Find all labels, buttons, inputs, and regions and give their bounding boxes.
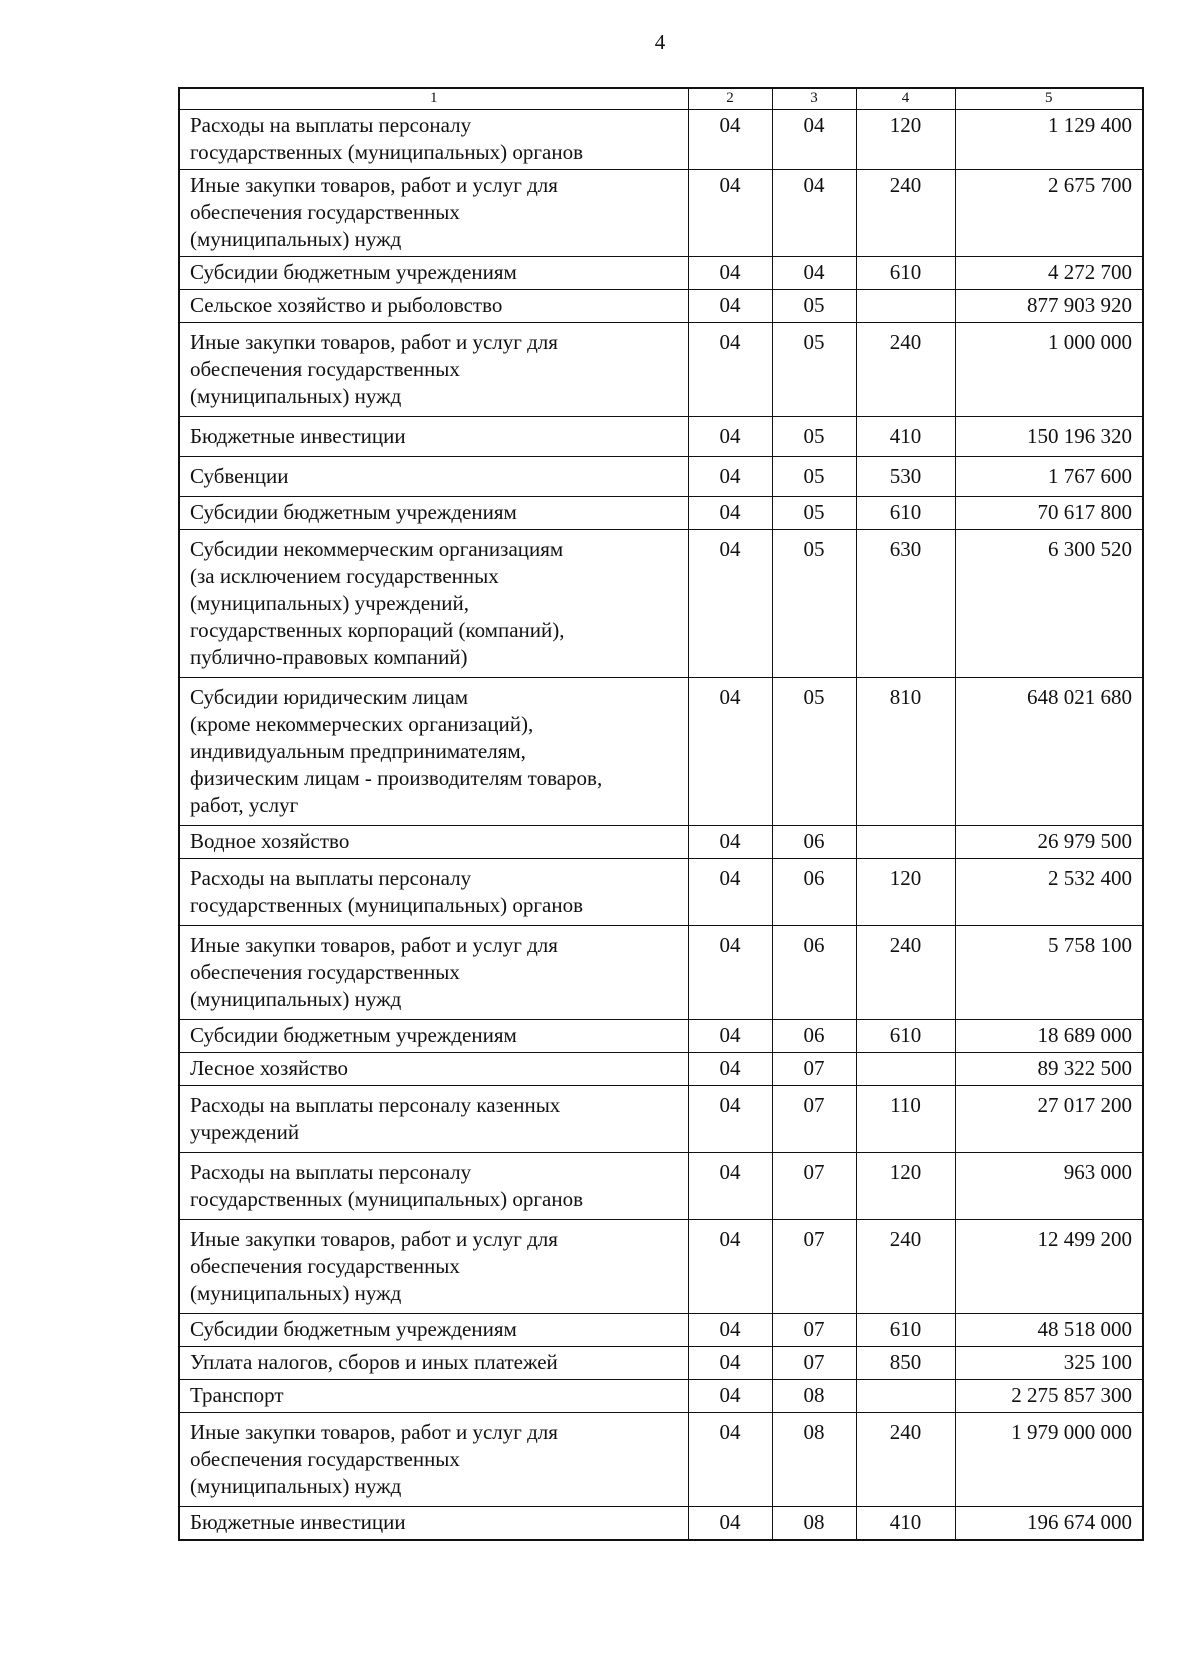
row-section-code: 04 (688, 1086, 772, 1153)
row-subsection-code: 06 (772, 926, 856, 1020)
row-expense-type-code: 850 (856, 1347, 955, 1380)
table-row (179, 1380, 1143, 1413)
header-col-2: 2 (688, 88, 772, 110)
row-name-line: государственных (муниципальных) органов (190, 893, 584, 917)
row-name-cell (179, 457, 688, 497)
row-section-code: 04 (688, 497, 772, 530)
table-row (179, 530, 1143, 678)
row-name-cell (179, 170, 688, 257)
row-section-code: 04 (688, 530, 772, 678)
row-name-cell (179, 110, 688, 170)
table-row (179, 170, 1143, 257)
row-name-cell (179, 1347, 688, 1380)
row-amount: 12 499 200 (955, 1220, 1143, 1314)
table-row (179, 1053, 1143, 1086)
table-row (179, 323, 1143, 417)
row-expense-type-code: 240 (856, 323, 955, 417)
row-name-line: Уплата налогов, сборов и иных платежей (190, 1350, 558, 1374)
row-expense-type-code: 240 (856, 170, 955, 257)
row-name-cell (179, 1380, 688, 1413)
row-subsection-code: 05 (772, 678, 856, 826)
row-section-code: 04 (688, 678, 772, 826)
row-section-code: 04 (688, 257, 772, 290)
row-name-line: Лесное хозяйство (190, 1056, 348, 1080)
row-section-code: 04 (688, 323, 772, 417)
page-number: 4 (654, 30, 666, 54)
row-subsection-code: 08 (772, 1413, 856, 1507)
row-amount: 27 017 200 (955, 1086, 1143, 1153)
row-name-line: Сельское хозяйство и рыболовство (190, 293, 503, 317)
row-amount: 4 272 700 (955, 257, 1143, 290)
row-name-line: индивидуальным предпринимателям, (190, 739, 526, 763)
row-section-code: 04 (688, 417, 772, 457)
row-name-line: Расходы на выплаты персоналу (190, 866, 472, 890)
row-amount: 89 322 500 (955, 1053, 1143, 1086)
row-amount: 2 532 400 (955, 859, 1143, 926)
row-name-cell (179, 1314, 688, 1347)
row-name-line: Иные закупки товаров, работ и услуг для (190, 330, 558, 354)
row-name-line: Субвенции (190, 464, 289, 488)
row-expense-type-code (856, 1053, 955, 1086)
row-name-cell (179, 859, 688, 926)
row-subsection-code: 08 (772, 1380, 856, 1413)
row-name-line: Иные закупки товаров, работ и услуг для (190, 1227, 558, 1251)
row-expense-type-code: 240 (856, 1220, 955, 1314)
row-subsection-code: 04 (772, 110, 856, 170)
row-amount: 5 758 100 (955, 926, 1143, 1020)
row-amount: 18 689 000 (955, 1020, 1143, 1053)
row-name-line: Расходы на выплаты персоналу (190, 1160, 472, 1184)
row-name-cell (179, 1153, 688, 1220)
row-subsection-code: 04 (772, 170, 856, 257)
row-name-line: Субсидии бюджетным учреждениям (190, 1317, 517, 1341)
row-name-line: государственных (муниципальных) органов (190, 140, 584, 164)
row-name-line: Иные закупки товаров, работ и услуг для (190, 173, 558, 197)
row-name-cell (179, 1413, 688, 1507)
row-amount: 877 903 920 (955, 290, 1143, 323)
row-name-cell (179, 417, 688, 457)
row-name-line: Иные закупки товаров, работ и услуг для (190, 933, 558, 957)
row-subsection-code: 05 (772, 290, 856, 323)
table-row (179, 859, 1143, 926)
row-name-line: Водное хозяйство (190, 829, 350, 853)
row-name-line: Бюджетные инвестиции (190, 424, 406, 448)
table-row (179, 678, 1143, 826)
row-name-line: Транспорт (190, 1383, 284, 1407)
row-section-code: 04 (688, 1220, 772, 1314)
row-name-line: (за исключением государственных (190, 564, 499, 588)
row-expense-type-code (856, 826, 955, 859)
row-name-line: работ, услуг (190, 793, 299, 817)
table-row (179, 417, 1143, 457)
row-name-line: обеспечения государственных (190, 960, 460, 984)
row-section-code: 04 (688, 1020, 772, 1053)
row-name-cell (179, 497, 688, 530)
row-section-code: 04 (688, 1053, 772, 1086)
row-name-cell (179, 1507, 688, 1541)
row-amount: 2 275 857 300 (955, 1380, 1143, 1413)
row-amount: 1 767 600 (955, 457, 1143, 497)
row-name-line: обеспечения государственных (190, 357, 460, 381)
row-section-code: 04 (688, 110, 772, 170)
row-subsection-code: 07 (772, 1086, 856, 1153)
row-name-line: (муниципальных) нужд (190, 384, 402, 408)
row-amount: 1 129 400 (955, 110, 1143, 170)
table-row (179, 110, 1143, 170)
table-row (179, 1020, 1143, 1053)
header-col-5: 5 (955, 88, 1143, 110)
row-expense-type-code: 120 (856, 859, 955, 926)
table-row (179, 497, 1143, 530)
table-row (179, 1220, 1143, 1314)
row-name-cell (179, 1086, 688, 1153)
row-name-cell (179, 290, 688, 323)
row-name-line: Субсидии бюджетным учреждениям (190, 260, 517, 284)
row-amount: 2 675 700 (955, 170, 1143, 257)
row-section-code: 04 (688, 1347, 772, 1380)
row-name-line: Бюджетные инвестиции (190, 1510, 406, 1534)
table-row (179, 1153, 1143, 1220)
row-name-line: обеспечения государственных (190, 200, 460, 224)
row-amount: 963 000 (955, 1153, 1143, 1220)
row-expense-type-code (856, 1380, 955, 1413)
row-expense-type-code: 630 (856, 530, 955, 678)
row-expense-type-code (856, 290, 955, 323)
table-row (179, 926, 1143, 1020)
table-row (179, 1347, 1143, 1380)
row-name-cell (179, 926, 688, 1020)
header-col-4: 4 (856, 88, 955, 110)
table-row (179, 1413, 1143, 1507)
row-expense-type-code: 610 (856, 1020, 955, 1053)
row-section-code: 04 (688, 1413, 772, 1507)
row-subsection-code: 05 (772, 323, 856, 417)
row-section-code: 04 (688, 457, 772, 497)
row-amount: 48 518 000 (955, 1314, 1143, 1347)
row-subsection-code: 07 (772, 1314, 856, 1347)
row-expense-type-code: 120 (856, 1153, 955, 1220)
header-col-3: 3 (772, 88, 856, 110)
row-name-line: (муниципальных) учреждений, (190, 591, 469, 615)
row-expense-type-code: 110 (856, 1086, 955, 1153)
row-name-line: публично-правовых компаний) (190, 645, 468, 669)
row-section-code: 04 (688, 1507, 772, 1541)
row-subsection-code: 08 (772, 1507, 856, 1541)
row-name-line: обеспечения государственных (190, 1254, 460, 1278)
row-name-cell (179, 678, 688, 826)
row-name-line: Расходы на выплаты персоналу казенных (190, 1093, 561, 1117)
row-name-line: (муниципальных) нужд (190, 1474, 402, 1498)
row-subsection-code: 06 (772, 826, 856, 859)
row-name-cell (179, 1053, 688, 1086)
row-amount: 648 021 680 (955, 678, 1143, 826)
row-name-line: обеспечения государственных (190, 1447, 460, 1471)
row-subsection-code: 05 (772, 417, 856, 457)
row-name-line: Субсидии юридическим лицам (190, 685, 468, 709)
table-row (179, 290, 1143, 323)
row-expense-type-code: 410 (856, 417, 955, 457)
row-subsection-code: 07 (772, 1220, 856, 1314)
row-expense-type-code: 410 (856, 1507, 955, 1541)
row-expense-type-code: 530 (856, 457, 955, 497)
row-amount: 26 979 500 (955, 826, 1143, 859)
row-amount: 6 300 520 (955, 530, 1143, 678)
row-name-line: (муниципальных) нужд (190, 227, 402, 251)
row-name-cell (179, 530, 688, 678)
row-subsection-code: 06 (772, 859, 856, 926)
row-subsection-code: 07 (772, 1053, 856, 1086)
row-section-code: 04 (688, 1314, 772, 1347)
row-name-line: Расходы на выплаты персоналу (190, 113, 472, 137)
row-subsection-code: 06 (772, 1020, 856, 1053)
row-name-line: Иные закупки товаров, работ и услуг для (190, 1420, 558, 1444)
row-section-code: 04 (688, 170, 772, 257)
row-subsection-code: 07 (772, 1347, 856, 1380)
row-amount: 70 617 800 (955, 497, 1143, 530)
row-amount: 1 000 000 (955, 323, 1143, 417)
header-col-1: 1 (179, 88, 688, 110)
row-expense-type-code: 610 (856, 257, 955, 290)
row-section-code: 04 (688, 1153, 772, 1220)
row-name-line: Субсидии бюджетным учреждениям (190, 1023, 517, 1047)
row-name-line: Субсидии некоммерческим организациям (190, 537, 564, 561)
row-name-line: (кроме некоммерческих организаций), (190, 712, 534, 736)
row-expense-type-code: 810 (856, 678, 955, 826)
row-name-line: государственных (муниципальных) органов (190, 1187, 584, 1211)
row-amount: 196 674 000 (955, 1507, 1143, 1541)
row-expense-type-code: 240 (856, 1413, 955, 1507)
row-expense-type-code: 120 (856, 110, 955, 170)
row-subsection-code: 07 (772, 1153, 856, 1220)
table-row (179, 1314, 1143, 1347)
row-subsection-code: 05 (772, 530, 856, 678)
row-section-code: 04 (688, 859, 772, 926)
row-name-line: Субсидии бюджетным учреждениям (190, 500, 517, 524)
table-row (179, 1086, 1143, 1153)
row-subsection-code: 04 (772, 257, 856, 290)
table-row (179, 1507, 1143, 1541)
row-name-cell (179, 257, 688, 290)
row-section-code: 04 (688, 926, 772, 1020)
header-row (179, 88, 1143, 110)
row-expense-type-code: 240 (856, 926, 955, 1020)
row-name-line: физическим лицам - производителям товаров, (190, 766, 603, 790)
row-name-line: учреждений (190, 1120, 300, 1144)
row-amount: 150 196 320 (955, 417, 1143, 457)
row-amount: 325 100 (955, 1347, 1143, 1380)
table-row (179, 457, 1143, 497)
row-amount: 1 979 000 000 (955, 1413, 1143, 1507)
row-name-cell (179, 1220, 688, 1314)
row-name-cell (179, 1020, 688, 1053)
row-section-code: 04 (688, 290, 772, 323)
row-name-line: государственных корпораций (компаний), (190, 618, 565, 642)
budget-table (178, 87, 1144, 1541)
row-expense-type-code: 610 (856, 497, 955, 530)
row-name-cell (179, 826, 688, 859)
row-name-cell (179, 323, 688, 417)
row-subsection-code: 05 (772, 457, 856, 497)
table-row (179, 257, 1143, 290)
row-section-code: 04 (688, 826, 772, 859)
row-subsection-code: 05 (772, 497, 856, 530)
row-name-line: (муниципальных) нужд (190, 1281, 402, 1305)
row-name-line: (муниципальных) нужд (190, 987, 402, 1011)
row-section-code: 04 (688, 1380, 772, 1413)
row-expense-type-code: 610 (856, 1314, 955, 1347)
table-row (179, 826, 1143, 859)
